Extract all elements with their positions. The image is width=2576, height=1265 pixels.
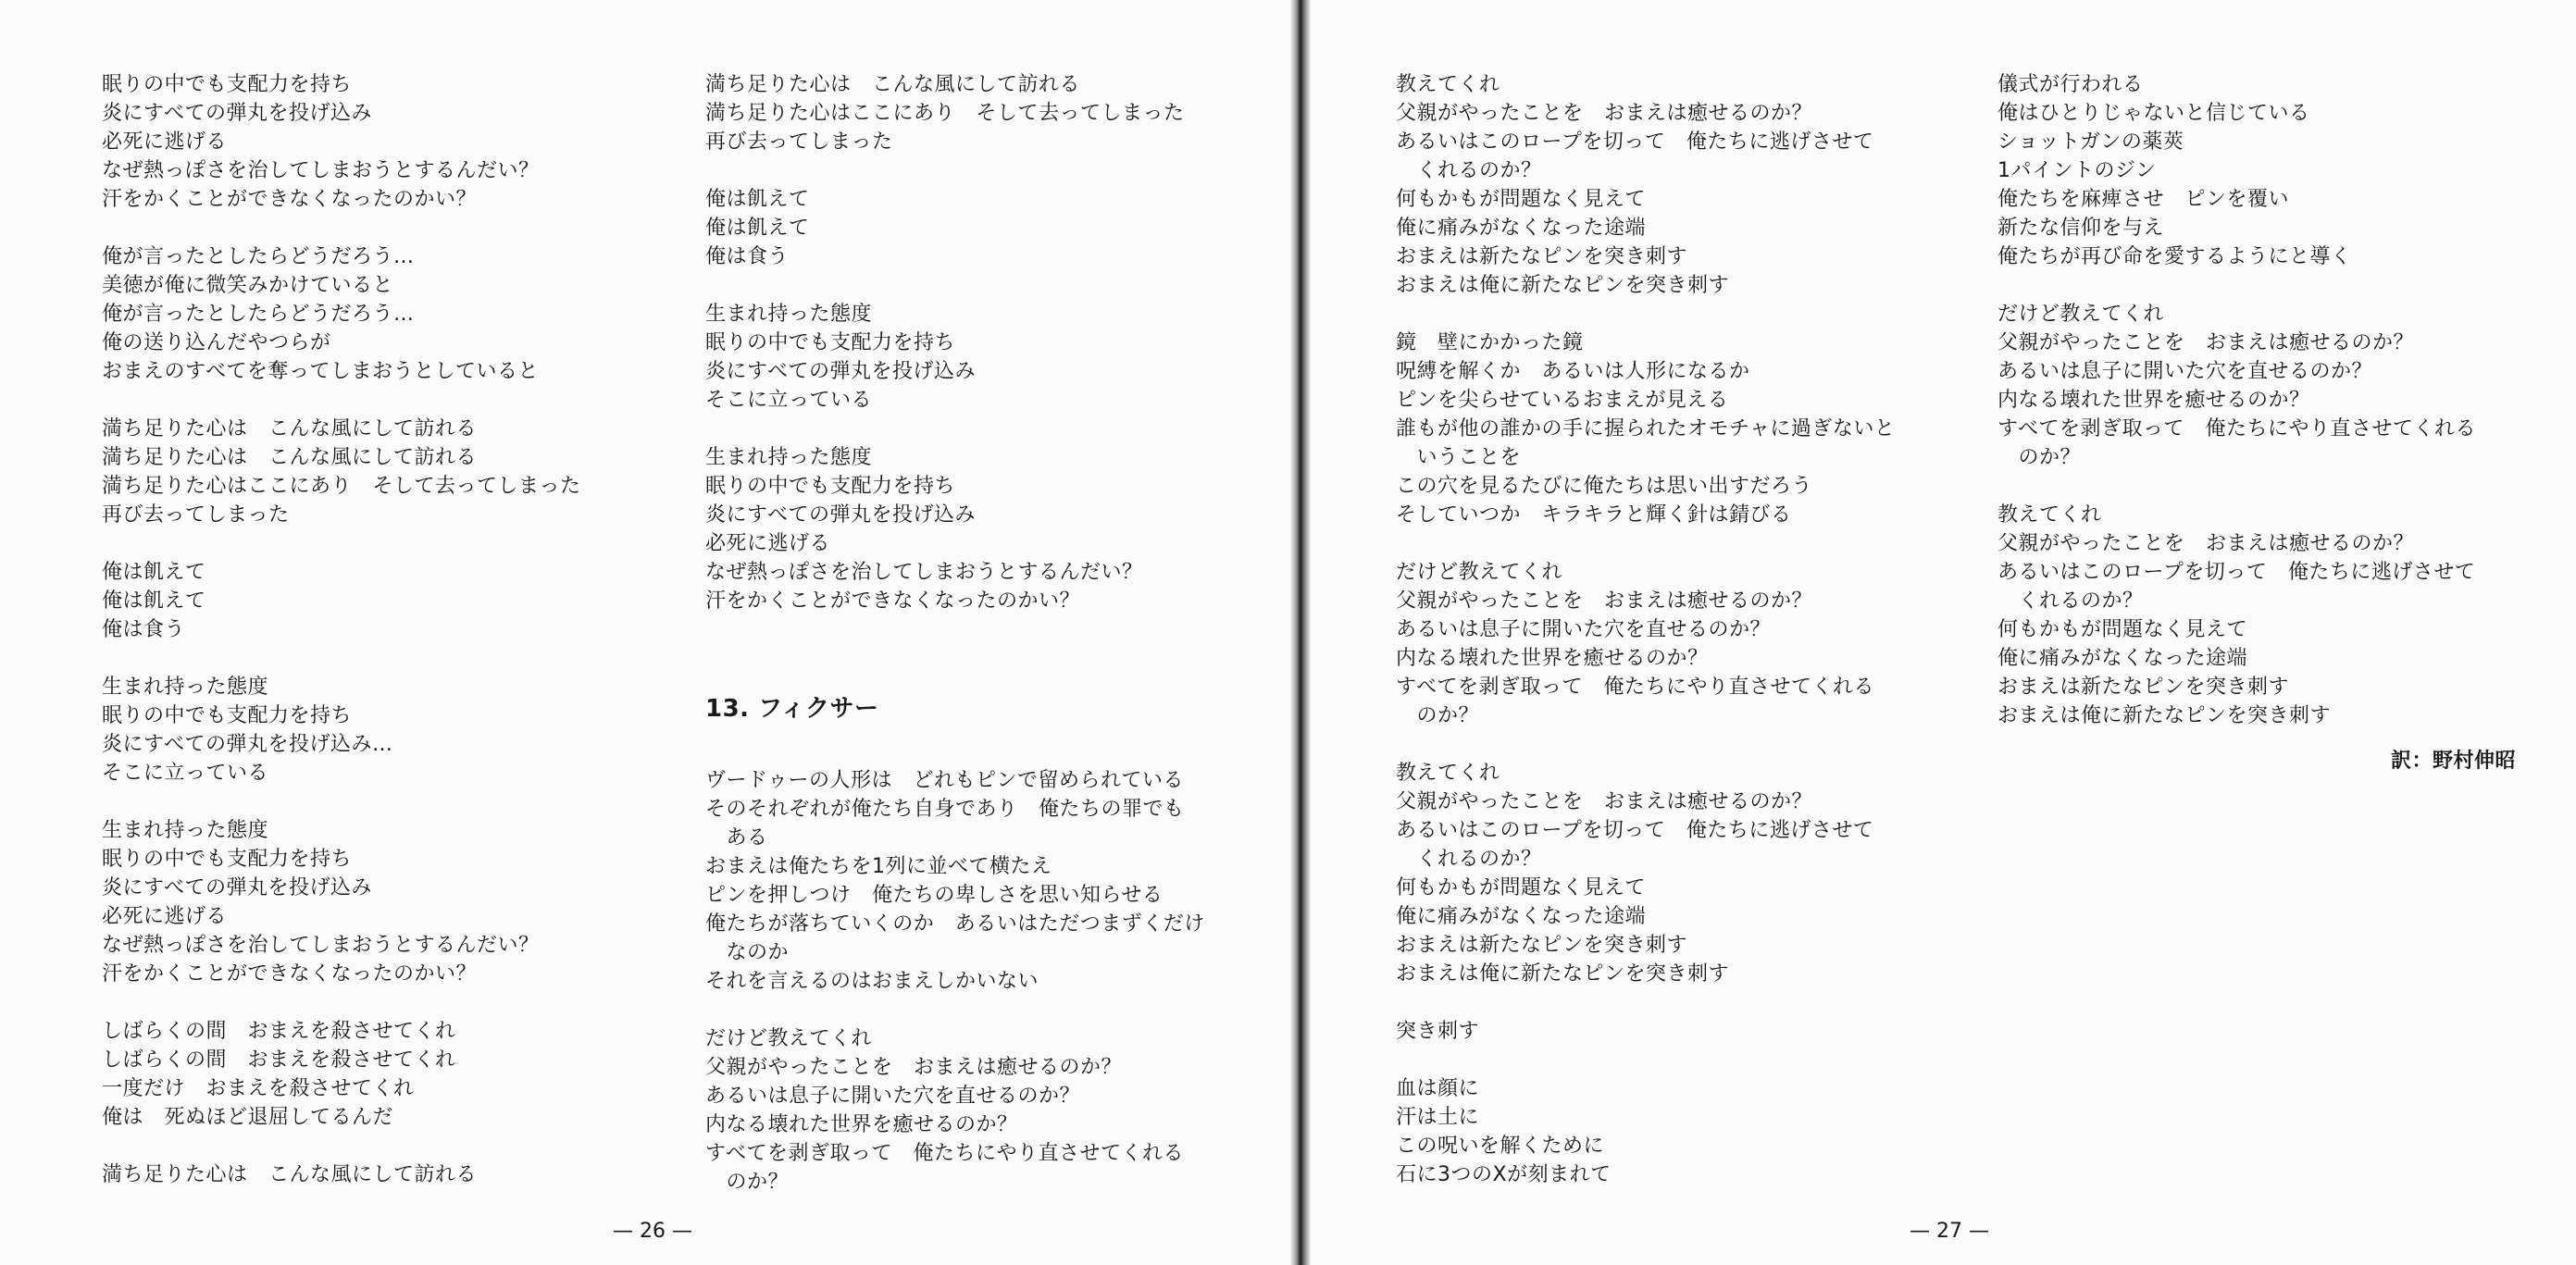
lyric-line: 教えてくれ [1396, 73, 1500, 96]
lyric-line: のか？ [1396, 704, 1480, 727]
stanza-gap [705, 615, 1279, 644]
lyric-line: 新たな信仰を与え [1997, 217, 2165, 240]
lyric-line: おまえは俺に新たなピンを突き刺す [1396, 274, 1730, 297]
lyric-line: それを言えるのはおまえしかいない [705, 970, 1039, 993]
lyric-line: 内なる壊れた世界を癒せるのか？ [705, 1113, 1018, 1136]
lyric-line: すべてを剥ぎ取って 俺たちにやり直させてくれる [1396, 676, 1875, 699]
lyric-line: 炎にすべての弾丸を投げ込み [102, 876, 373, 899]
lyric-line: 眠りの中でも支配力を持ち [102, 848, 353, 871]
stanza-gap [705, 156, 1279, 185]
stanza-gap [705, 271, 1279, 300]
lyric-line: なぜ熱っぽさを治してしまおうとするんだい？ [102, 934, 540, 957]
lyric-line: 満ち足りた心は こんな風にして訪れる [102, 446, 478, 469]
lyric-line: 生まれ持った態度 [102, 676, 269, 699]
stanza-gap [705, 996, 1279, 1024]
book-gutter [1290, 0, 1311, 1265]
lyric-line: 教えてくれ [1997, 503, 2102, 527]
lyric-line: 炎にすべての弾丸を投げ込み [705, 503, 977, 527]
lyric-line: 眠りの中でも支配力を持ち [102, 704, 353, 727]
lyric-line: 俺が言ったとしたらどうだろう… [102, 303, 415, 326]
stanza-gap [1396, 1046, 1970, 1074]
lyric-line: ヴードゥーの人形は どれもピンで留められている [705, 769, 1184, 792]
lyric-line: 俺たちが落ちていくのか あるいはただつまずくだけ [705, 912, 1205, 936]
lyric-line: おまえのすべてを奪ってしまおうとしていると [102, 360, 540, 383]
lyric-line: 生まれ持った態度 [705, 446, 873, 469]
lyric-line: 父親がやったことを おまえは癒せるのか？ [1396, 790, 1813, 813]
lyric-line: 生まれ持った態度 [705, 303, 873, 326]
stanza-gap [102, 644, 676, 673]
lyric-line: 俺の送り込んだやつらが [102, 331, 331, 354]
lyric-line: 美徳が俺に微笑みかけていると [102, 274, 394, 297]
lyric-line: 俺に痛みがなくなった途端 [1396, 217, 1647, 240]
lyric-line: 教えてくれ [1396, 762, 1500, 785]
lyric-line: 眠りの中でも支配力を持ち [705, 475, 956, 498]
lyric-line: 父親がやったことを おまえは癒せるのか？ [1997, 331, 2415, 354]
lyric-line: 父親がやったことを おまえは癒せるのか？ [1997, 532, 2415, 555]
lyric-line: 俺は飢えて [705, 217, 810, 240]
lyric-line: すべてを剥ぎ取って 俺たちにやり直させてくれる [705, 1142, 1185, 1165]
lyric-line: 生まれ持った態度 [102, 819, 269, 842]
lyric-line: なぜ熱っぽさを治してしまおうとするんだい？ [102, 159, 540, 182]
lyric-line: 満ち足りた心は こんな風にして訪れる [705, 73, 1081, 96]
translator-credit: 訳：野村伸昭 [2390, 750, 2516, 773]
lyric-line: 鏡 壁にかかった鏡 [1396, 331, 1584, 354]
stanza-gap [102, 788, 676, 816]
lyric-line: あるいは息子に開いた穴を直せるのか？ [1396, 618, 1772, 641]
lyric-line: 何もかもが問題なく見えて [1396, 188, 1647, 211]
lyric-line: だけど教えてくれ [1997, 303, 2165, 326]
lyric-line: 俺は 死ぬほど退屈してるんだ [102, 1106, 394, 1129]
lyric-line: 一度だけ おまえを殺させてくれ [102, 1077, 415, 1100]
lyric-line: 石に3つのXが刻まれて [1396, 1163, 1612, 1186]
lyric-line: 満ち足りた心はここにあり そして去ってしまった [102, 475, 581, 498]
lyric-line: おまえは新たなピンを突き刺す [1396, 245, 1688, 268]
lyric-line: あるいはこのロープを切って 俺たちに逃げさせて [1396, 130, 1874, 154]
lyric-line: くれるのか？ [1396, 159, 1542, 182]
stanza-gap [1396, 988, 1970, 1017]
lyric-line: あるいはこのロープを切って 俺たちに逃げさせて [1997, 561, 2476, 584]
lyric-line: ある [705, 826, 768, 850]
lyric-line: 満ち足りた心はここにあり そして去ってしまった [705, 102, 1185, 125]
lyric-line: あるいは息子に開いた穴を直せるのか？ [1997, 360, 2373, 383]
lyrics-column-2 [705, 70, 1279, 1197]
lyric-line: 父親がやったことを おまえは癒せるのか？ [705, 1056, 1123, 1079]
lyric-line: 汗をかくことができなくなったのかい？ [102, 188, 478, 211]
lyric-line: 再び去ってしまった [705, 130, 893, 154]
lyrics-column-4 [1997, 70, 2516, 775]
lyric-line: 俺はひとりじゃないと信じている [1997, 102, 2310, 125]
lyric-line: くれるのか？ [1997, 589, 2144, 613]
page-number-right: — 27 — [1910, 1220, 1989, 1243]
stanza-gap [1997, 472, 2516, 501]
lyric-line: 汗をかくことができなくなったのかい？ [102, 962, 478, 986]
stanza-gap [1997, 271, 2516, 300]
lyric-line: 誰もが他の誰かの手に握られたオモチャに過ぎないと [1396, 417, 1896, 440]
lyric-line: ピンを尖らせているおまえが見える [1396, 389, 1729, 412]
lyric-line: なぜ熱っぽさを治してしまおうとするんだい？ [705, 561, 1143, 584]
lyric-line: 1パイントのジン [1997, 159, 2157, 182]
lyric-line: 俺に痛みがなくなった途端 [1396, 905, 1647, 928]
lyric-line: 父親がやったことを おまえは癒せるのか？ [1396, 589, 1813, 613]
lyric-line: おまえは俺たちを1列に並べて横たえ [705, 855, 1052, 878]
lyric-line: しばらくの間 おまえを殺させてくれ [102, 1020, 456, 1043]
lyric-line: おまえは俺に新たなピンを突き刺す [1997, 704, 2332, 727]
lyric-line: 俺たちが再び命を愛するようにと導く [1997, 245, 2352, 268]
lyric-line: この穴を見るたびに俺たちは思い出すだろう [1396, 475, 1813, 498]
song-heading: 13. フィクサー [705, 695, 879, 723]
lyric-line: のか？ [1997, 446, 2082, 469]
lyric-line: 再び去ってしまった [102, 503, 290, 527]
lyrics-column-1 [102, 70, 676, 1189]
stanza-gap [102, 1132, 676, 1160]
lyric-line: くれるのか？ [1396, 848, 1542, 871]
lyric-line: 炎にすべての弾丸を投げ込み [102, 102, 373, 125]
lyric-line: 俺は食う [102, 618, 186, 641]
lyric-line: 何もかもが問題なく見えて [1396, 876, 1647, 899]
lyric-line: しばらくの間 おまえを殺させてくれ [102, 1048, 456, 1072]
lyric-line: あるいは息子に開いた穴を直せるのか？ [705, 1085, 1081, 1108]
lyric-line: 満ち足りた心は こんな風にして訪れる [102, 417, 478, 440]
lyric-line: そしていつか キラキラと輝く針は錆びる [1396, 503, 1792, 527]
lyric-line: 血は顔に [1396, 1077, 1480, 1100]
lyric-line: 俺が言ったとしたらどうだろう… [102, 245, 415, 268]
stanza-gap [1396, 529, 1970, 558]
lyric-line: 炎にすべての弾丸を投げ込み [705, 360, 977, 383]
lyric-line: 俺は飢えて [102, 561, 206, 584]
lyrics-column-3 [1396, 70, 1970, 1189]
lyric-line: 俺は飢えて [102, 589, 206, 613]
lyric-line: 炎にすべての弾丸を投げ込み… [102, 733, 393, 756]
stanza-gap [1396, 730, 1970, 759]
lyric-line: そこに立っている [705, 389, 873, 412]
lyric-line: そこに立っている [102, 762, 269, 785]
lyric-line: 満ち足りた心は こんな風にして訪れる [102, 1163, 478, 1186]
lyric-line: ピンを押しつけ 俺たちの卑しさを思い知らせる [705, 884, 1164, 907]
lyric-line: 必死に逃げる [705, 532, 831, 555]
stanza-gap [705, 644, 1279, 673]
stanza-gap [1396, 300, 1970, 329]
stanza-gap [102, 214, 676, 242]
lyric-line: だけど教えてくれ [1396, 561, 1563, 584]
lyric-line: ショットガンの薬莢 [1997, 130, 2184, 154]
lyric-line: いうことを [1396, 446, 1522, 469]
stanza-gap [102, 529, 676, 558]
stanza-gap [705, 415, 1279, 443]
lyric-line: 俺たちを麻痺させ ピンを覆い [1997, 188, 2290, 211]
lyric-line: 内なる壊れた世界を癒せるのか？ [1396, 647, 1709, 670]
lyric-line: なのか [705, 941, 790, 964]
lyric-line: 汗は土に [1396, 1106, 1480, 1129]
lyric-line: 俺に痛みがなくなった途端 [1997, 647, 2248, 670]
lyric-line: あるいはこのロープを切って 俺たちに逃げさせて [1396, 819, 1874, 842]
lyric-line: この呪いを解くために [1396, 1135, 1605, 1158]
stanza-gap [102, 386, 676, 415]
lyric-line: 俺は食う [705, 245, 790, 268]
lyric-line: 儀式が行われる [1997, 73, 2144, 96]
lyric-line: そのそれぞれが俺たち自身であり 俺たちの罪でも [705, 798, 1185, 821]
lyric-line: おまえは新たなピンを突き刺す [1396, 934, 1688, 957]
lyric-line: 父親がやったことを おまえは癒せるのか？ [1396, 102, 1813, 125]
stanza-gap [705, 738, 1279, 766]
lyric-line: 内なる壊れた世界を癒せるのか？ [1997, 389, 2310, 412]
lyric-line: 眠りの中でも支配力を持ち [705, 331, 956, 354]
lyric-line: 呪縛を解くか あるいは人形になるか [1396, 360, 1750, 383]
stanza-gap [102, 988, 676, 1017]
lyric-line: 突き刺す [1396, 1020, 1480, 1043]
lyric-line: 汗をかくことができなくなったのかい？ [705, 589, 1081, 613]
lyric-line: 必死に逃げる [102, 905, 228, 928]
page-number-left: — 26 — [613, 1220, 692, 1243]
lyric-line: のか？ [705, 1171, 790, 1194]
lyric-line: すべてを剥ぎ取って 俺たちにやり直させてくれる [1997, 417, 2477, 440]
lyric-line: 必死に逃げる [102, 130, 228, 154]
lyric-line: おまえは新たなピンを突き刺す [1997, 676, 2290, 699]
lyric-line: 何もかもが問題なく見えて [1997, 618, 2248, 641]
lyric-line: だけど教えてくれ [705, 1027, 873, 1050]
lyric-line: 眠りの中でも支配力を持ち [102, 73, 353, 96]
lyric-line: 俺は飢えて [705, 188, 810, 211]
lyric-line: おまえは俺に新たなピンを突き刺す [1396, 962, 1730, 986]
